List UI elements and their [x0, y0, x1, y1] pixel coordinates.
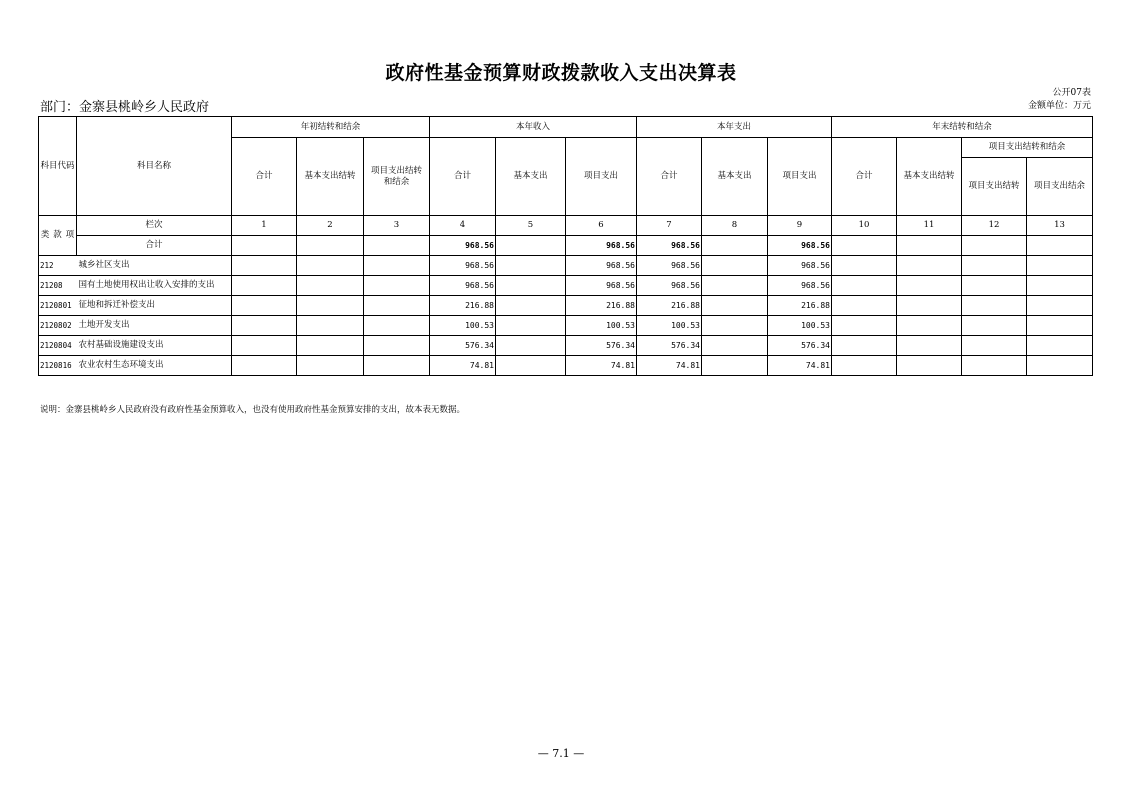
- footnote: 说明：金寨县桃岭乡人民政府没有政府性基金预算收入，也没有使用政府性基金预算安排的支出，故本表无数据。: [40, 405, 466, 415]
- table-row: [39, 256, 1093, 276]
- lei-kuan-xiang-header: [39, 216, 77, 256]
- total-income-total: 968.56: [430, 236, 496, 256]
- income-project: 576.34: [566, 336, 637, 356]
- cell: [297, 296, 364, 316]
- header-row-1: [39, 117, 1093, 138]
- cell: [364, 356, 430, 376]
- cell: [1027, 276, 1093, 296]
- cell: [232, 316, 297, 336]
- income-total: 576.34: [430, 336, 496, 356]
- cell: [897, 296, 962, 316]
- col-number: 2: [297, 216, 364, 236]
- income-project: 100.53: [566, 316, 637, 336]
- cell: [832, 316, 897, 336]
- cell: [232, 236, 297, 256]
- expense-project: 74.81: [768, 356, 832, 376]
- end-project-balance-header: 项目支出结余: [1027, 158, 1093, 216]
- expense-total: 968.56: [637, 256, 702, 276]
- end-total-header: 合计: [832, 138, 897, 216]
- end-project-carry-header: 项目支出结转: [962, 158, 1027, 216]
- page-title: 政府性基金预算财政拨款收入支出决算表: [385, 62, 737, 84]
- cell: [832, 256, 897, 276]
- cell: [832, 276, 897, 296]
- cell: [232, 356, 297, 376]
- cell: [364, 296, 430, 316]
- col-number: 3: [364, 216, 430, 236]
- col-number: 1: [232, 216, 297, 236]
- cell: [496, 236, 566, 256]
- subject-name: 农业农村生态环境支出: [77, 356, 232, 376]
- cell: [297, 256, 364, 276]
- cell: [297, 236, 364, 256]
- col-number: 5: [496, 216, 566, 236]
- cell: [962, 276, 1027, 296]
- col-number: 11: [897, 216, 962, 236]
- cell: [962, 256, 1027, 276]
- group-income-header: 本年收入: [430, 117, 637, 138]
- cell: [364, 236, 430, 256]
- kuan-label: 款: [53, 230, 62, 240]
- total-row: [39, 236, 1093, 256]
- subject-name-header: 科目名称: [77, 117, 232, 216]
- cell: [297, 336, 364, 356]
- unit-label: 金额单位：万元: [1027, 101, 1091, 111]
- subject-code: 2120804: [39, 336, 77, 356]
- cell: [496, 316, 566, 336]
- cell: [897, 316, 962, 336]
- group-end-header: 年末结转和结余: [832, 117, 1093, 138]
- cell: [832, 356, 897, 376]
- cell: [832, 336, 897, 356]
- cell: [962, 296, 1027, 316]
- subject-name: 国有土地使用权出让收入安排的支出: [77, 276, 232, 296]
- page-number: — 7.1 —: [537, 747, 585, 760]
- income-project: 74.81: [566, 356, 637, 376]
- expense-project: 100.53: [768, 316, 832, 336]
- fund-budget-table: [38, 116, 1093, 376]
- table-row: [39, 296, 1093, 316]
- cell: [897, 336, 962, 356]
- expense-project-header: 项目支出: [768, 138, 832, 216]
- table-row: [39, 336, 1093, 356]
- cell: [1027, 356, 1093, 376]
- subject-code: 2120801: [39, 296, 77, 316]
- col-number: 9: [768, 216, 832, 236]
- cell: [496, 336, 566, 356]
- expense-project: 216.88: [768, 296, 832, 316]
- col-number: 13: [1027, 216, 1093, 236]
- cell: [702, 236, 768, 256]
- income-basic-header: 基本支出: [496, 138, 566, 216]
- cell: [832, 296, 897, 316]
- subject-code: 2120802: [39, 316, 77, 336]
- table-row: [39, 276, 1093, 296]
- cell: [962, 316, 1027, 336]
- total-label: 合计: [77, 236, 232, 256]
- total-expense-project: 968.56: [768, 236, 832, 256]
- expense-total: 968.56: [637, 276, 702, 296]
- col-number: 8: [702, 216, 768, 236]
- income-project: 216.88: [566, 296, 637, 316]
- expense-basic-header: 基本支出: [702, 138, 768, 216]
- expense-total: 576.34: [637, 336, 702, 356]
- cell: [702, 356, 768, 376]
- cell: [832, 236, 897, 256]
- cell: [364, 256, 430, 276]
- cell: [702, 336, 768, 356]
- col-number: 10: [832, 216, 897, 236]
- form-code: 公开07表: [1052, 88, 1091, 98]
- income-project: 968.56: [566, 276, 637, 296]
- cell: [496, 356, 566, 376]
- income-total-header: 合计: [430, 138, 496, 216]
- col-number: 4: [430, 216, 496, 236]
- xiang-label: 项: [65, 230, 75, 240]
- cell: [496, 296, 566, 316]
- col-number: 6: [566, 216, 637, 236]
- end-basic-carry-header: 基本支出结转: [897, 138, 962, 216]
- cell: [1027, 236, 1093, 256]
- cell: [364, 316, 430, 336]
- cell: [702, 316, 768, 336]
- cell: [297, 316, 364, 336]
- cell: [232, 256, 297, 276]
- total-income-project: 968.56: [566, 236, 637, 256]
- cell: [897, 356, 962, 376]
- start-total-header: 合计: [232, 138, 297, 216]
- total-expense-total: 968.56: [637, 236, 702, 256]
- column-number-row: [39, 216, 1093, 236]
- income-project: 968.56: [566, 256, 637, 276]
- cell: [496, 256, 566, 276]
- income-total: 100.53: [430, 316, 496, 336]
- start-basic-carry-header: 基本支出结转: [297, 138, 364, 216]
- cell: [1027, 256, 1093, 276]
- cell: [232, 296, 297, 316]
- cell: [702, 256, 768, 276]
- cell: [1027, 316, 1093, 336]
- table-row: [39, 316, 1093, 336]
- start-project-carry-balance-header: 项目支出结转和结余: [364, 138, 430, 216]
- cell: [702, 276, 768, 296]
- subject-code: 212: [39, 256, 77, 276]
- cell: [962, 236, 1027, 256]
- cell: [702, 296, 768, 316]
- cell: [297, 356, 364, 376]
- col-number: 7: [637, 216, 702, 236]
- cell: [297, 276, 364, 296]
- table-row: [39, 356, 1093, 376]
- group-start-header: 年初结转和结余: [232, 117, 430, 138]
- cell: [232, 336, 297, 356]
- expense-total: 100.53: [637, 316, 702, 336]
- income-total: 216.88: [430, 296, 496, 316]
- cell: [364, 276, 430, 296]
- expense-total-header: 合计: [637, 138, 702, 216]
- lei-label: 类: [40, 230, 50, 240]
- subject-name: 城乡社区支出: [77, 256, 232, 276]
- subject-code-header: 科目代码: [39, 117, 77, 216]
- cell: [1027, 296, 1093, 316]
- end-project-group-header: 项目支出结转和结余: [962, 138, 1093, 158]
- cell: [496, 276, 566, 296]
- subject-name: 土地开发支出: [77, 316, 232, 336]
- expense-project: 968.56: [768, 256, 832, 276]
- department-label: 部门：金寨县桃岭乡人民政府: [40, 100, 210, 115]
- income-total: 74.81: [430, 356, 496, 376]
- income-total: 968.56: [430, 276, 496, 296]
- cell: [232, 276, 297, 296]
- cell: [962, 336, 1027, 356]
- expense-total: 216.88: [637, 296, 702, 316]
- income-total: 968.56: [430, 256, 496, 276]
- subject-name: 农村基础设施建设支出: [77, 336, 232, 356]
- subject-code: 2120816: [39, 356, 77, 376]
- form-meta: [1028, 87, 1091, 113]
- column-label: 栏次: [77, 216, 232, 236]
- subject-name: 征地和拆迁补偿支出: [77, 296, 232, 316]
- income-project-header: 项目支出: [566, 138, 637, 216]
- subject-code: 21208: [39, 276, 77, 296]
- cell: [897, 276, 962, 296]
- expense-project: 576.34: [768, 336, 832, 356]
- cell: [364, 336, 430, 356]
- expense-total: 74.81: [637, 356, 702, 376]
- cell: [1027, 336, 1093, 356]
- cell: [897, 256, 962, 276]
- col-number: 12: [962, 216, 1027, 236]
- cell: [962, 356, 1027, 376]
- expense-project: 968.56: [768, 276, 832, 296]
- cell: [897, 236, 962, 256]
- group-expense-header: 本年支出: [637, 117, 832, 138]
